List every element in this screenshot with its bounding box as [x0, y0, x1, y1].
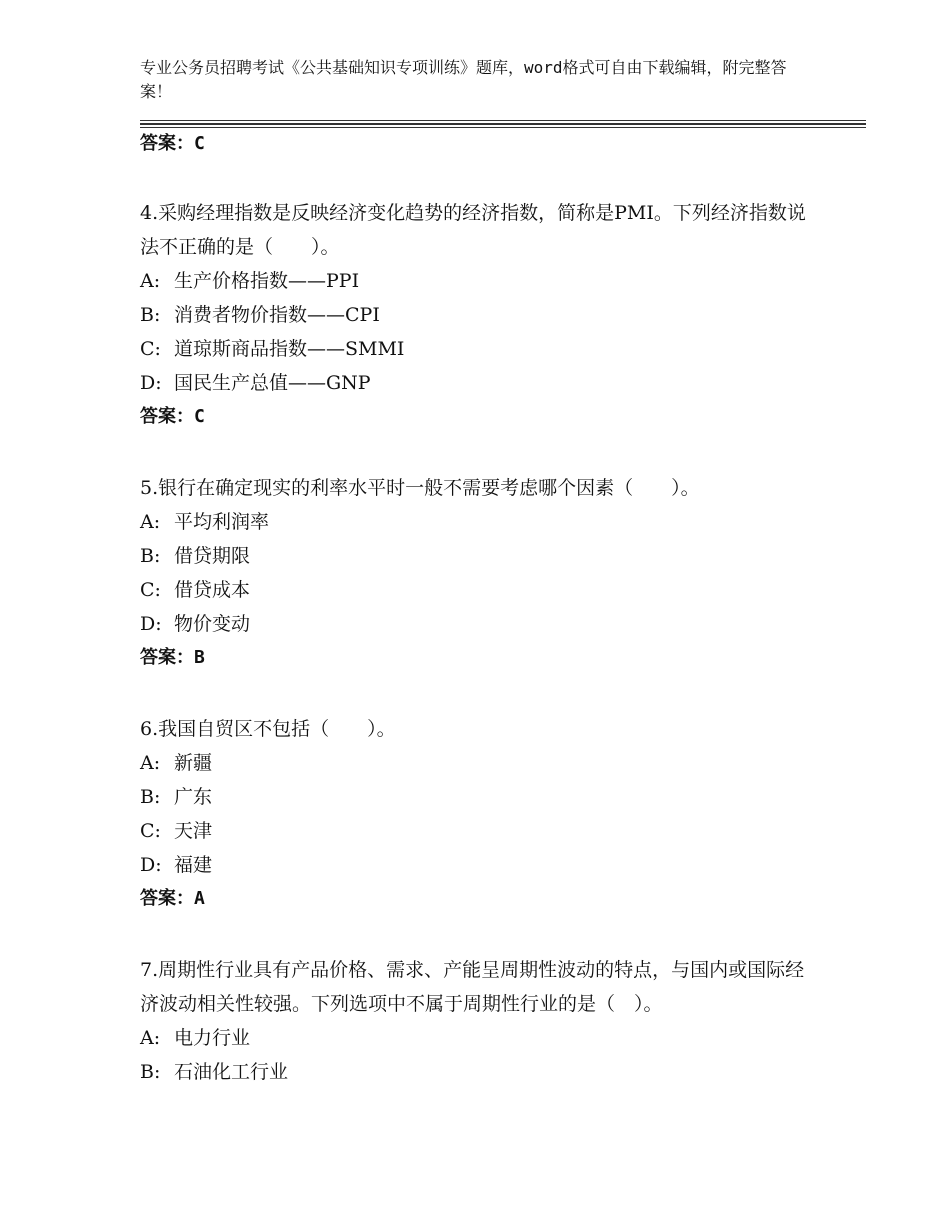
option-key: C: — [140, 579, 161, 601]
question-stem: 7.周期性行业具有产品价格、需求、产能呈周期性波动的特点，与国内或国际经济波动相关性较强。下列选项中不属于周期性行业的是（ ）。 — [140, 959, 805, 1015]
option-text: 生产价格指数——PPI — [174, 270, 360, 292]
header-rule-thick — [140, 123, 866, 125]
option-c — [140, 573, 820, 607]
answer-line-q3: 答案：C — [140, 133, 205, 154]
option-text: 新疆 — [174, 752, 213, 774]
question-5 — [140, 471, 820, 675]
option-text: 道琼斯商品指数——SMMI — [174, 338, 405, 360]
option-d — [140, 366, 820, 400]
option-key: B: — [140, 786, 161, 808]
option-key: A: — [140, 752, 161, 774]
option-text: 借贷期限 — [174, 545, 251, 567]
option-text: 国民生产总值——GNP — [174, 372, 371, 394]
option-d — [140, 607, 820, 641]
option-text: 借贷成本 — [174, 579, 251, 601]
question-4 — [140, 196, 820, 434]
option-key: B: — [140, 545, 161, 567]
option-key: D: — [140, 613, 162, 635]
question-stem: 5.银行在确定现实的利率水平时一般不需要考虑哪个因素（ ）。 — [140, 477, 700, 499]
option-key: A: — [140, 511, 161, 533]
answer-line: 答案：B — [140, 647, 205, 668]
answer-line: 答案：A — [140, 888, 205, 909]
option-list — [140, 505, 820, 641]
option-key: B: — [140, 1061, 161, 1083]
option-text: 物价变动 — [174, 613, 251, 635]
document-header: 专业公务员招聘考试《公共基础知识专项训练》题库，word格式可自由下载编辑，附完整答案！ — [140, 58, 787, 101]
option-text: 石油化工行业 — [174, 1061, 289, 1083]
option-key: D: — [140, 372, 162, 394]
option-list — [140, 1021, 820, 1089]
option-text: 天津 — [174, 820, 213, 842]
option-key: B: — [140, 304, 161, 326]
option-d — [140, 848, 820, 882]
option-list — [140, 264, 820, 400]
option-b — [140, 780, 820, 814]
header-rule-thin-bottom — [140, 127, 866, 128]
question-stem: 6.我国自贸区不包括（ ）。 — [140, 718, 396, 740]
answer-line: 答案：C — [140, 406, 205, 427]
header-rule-thin-top — [140, 120, 866, 121]
option-text: 消费者物价指数——CPI — [174, 304, 380, 326]
option-list — [140, 746, 820, 882]
option-a — [140, 264, 820, 298]
option-key: C: — [140, 338, 161, 360]
question-stem: 4.采购经理指数是反映经济变化趋势的经济指数，简称是PMI。下列经济指数说法不正确的是（ ）。 — [140, 202, 806, 258]
option-key: C: — [140, 820, 161, 842]
option-c — [140, 332, 820, 366]
option-b — [140, 1055, 820, 1089]
option-text: 广东 — [174, 786, 213, 808]
option-text: 平均利润率 — [174, 511, 270, 533]
option-a — [140, 1021, 820, 1055]
option-key: D: — [140, 854, 162, 876]
option-a — [140, 505, 820, 539]
option-b — [140, 298, 820, 332]
question-7 — [140, 953, 820, 1089]
option-text: 电力行业 — [174, 1027, 251, 1049]
option-b — [140, 539, 820, 573]
question-list — [140, 129, 820, 1089]
option-a — [140, 746, 820, 780]
option-c — [140, 814, 820, 848]
option-key: A: — [140, 270, 161, 292]
question-6 — [140, 712, 820, 916]
option-text: 福建 — [174, 854, 213, 876]
option-key: A: — [140, 1027, 161, 1049]
